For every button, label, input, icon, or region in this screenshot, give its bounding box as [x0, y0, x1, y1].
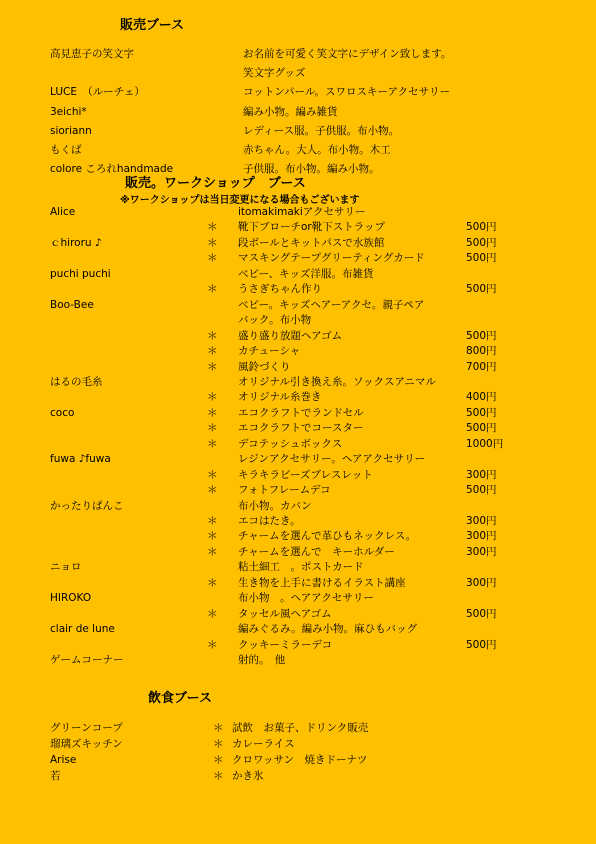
workshop-row	[0, 451, 596, 467]
vendor-name: Alice	[50, 206, 76, 218]
workshop-row	[0, 621, 596, 637]
workshop-row	[0, 652, 596, 668]
workshop-row	[0, 420, 596, 436]
item-description: 粘土細工 。ポストカード	[238, 561, 364, 574]
workshop-row	[0, 359, 596, 375]
item-description: マスキングテープグリーティングカード	[238, 252, 425, 265]
workshop-row	[0, 590, 596, 606]
workshop-row	[0, 235, 596, 251]
workshop-row	[0, 467, 596, 483]
item-description: レジンアクセサリー。ヘアアクセサリー	[238, 453, 426, 466]
item-description: 編みぐるみ。編み小物。麻ひもバッグ	[238, 623, 418, 636]
workshop-row	[0, 328, 596, 344]
vendor-name: ｃhiroru ♪	[50, 236, 102, 249]
item-price: 500円	[466, 236, 497, 249]
bullet-star: ＊	[207, 406, 218, 419]
vendor-name: 3eichi*	[50, 105, 87, 118]
item-price: 1000円	[466, 437, 504, 450]
vendor-name: Boo-Bee	[50, 298, 94, 311]
item-description: デコテッシュボックス	[238, 437, 343, 450]
item-description: チャームを選んで キーホルダー	[238, 545, 395, 558]
item-price: 400円	[466, 391, 497, 404]
sales-row	[0, 46, 596, 62]
item-description: 布小物。カバン	[238, 499, 312, 512]
bullet-star: ＊	[207, 422, 218, 435]
item-description: 段ボールとキットパスで水族館	[238, 236, 385, 249]
item-description: 盛り盛り放題ヘアゴム	[238, 329, 343, 342]
workshop-row	[0, 498, 596, 514]
workshop-row	[0, 405, 596, 421]
workshop-row	[0, 219, 596, 235]
vendor-description: コットンパール。スワロスキーアクセサリー	[243, 86, 451, 99]
item-description: クッキーミラーデコ	[238, 638, 333, 651]
sales-row	[0, 123, 596, 139]
bullet-star: ＊	[207, 329, 218, 342]
workshop-row	[0, 250, 596, 266]
item-price: 500円	[466, 406, 497, 419]
item-price: 500円	[466, 329, 497, 342]
item-price: 700円	[466, 360, 497, 373]
vendor-description: お名前を可愛く笑文字にデザイン致します。	[243, 48, 452, 60]
workshop-row	[0, 281, 596, 297]
item-price: 500円	[466, 484, 497, 497]
item-description: バック。布小物	[238, 314, 312, 327]
bullet-star: ＊	[207, 437, 218, 450]
vendor-description: 編み小物。編み雑貨	[243, 105, 338, 118]
vendor-name: coco	[50, 406, 75, 419]
vendor-name: グリーンコープ	[50, 722, 123, 734]
vendor-name: かったりぱんこ	[50, 499, 124, 512]
bullet-star: ＊	[207, 484, 218, 497]
vendor-name: はるの毛糸	[50, 375, 103, 388]
vendor-name: Arise	[50, 754, 77, 766]
item-price: 300円	[466, 468, 497, 481]
workshop-row	[0, 513, 596, 529]
bullet-star: ＊	[207, 252, 218, 265]
food-row	[0, 736, 596, 752]
bullet-star: ＊	[213, 722, 224, 734]
workshop-row	[0, 575, 596, 591]
item-price: 800円	[466, 345, 497, 358]
item-description: ベビー、キッズ洋服。布雑貨	[238, 267, 374, 280]
workshop-row	[0, 312, 596, 328]
vendor-name: ゲームコーナー	[50, 654, 124, 667]
workshop-note: ※ワークショップは当日変更になる場合もございます	[120, 195, 360, 206]
bullet-star: ＊	[207, 638, 218, 651]
food-row	[0, 720, 596, 736]
workshop-row	[0, 343, 596, 359]
vendor-name: fuwa ♪fuwa	[50, 453, 111, 466]
workshop-row	[0, 606, 596, 622]
item-description: キラキラビーズブレスレット	[238, 468, 373, 481]
vendor-name: 若	[50, 770, 61, 782]
bullet-star: ＊	[207, 545, 218, 558]
item-price: 500円	[466, 283, 497, 296]
sales-title: 販売ブース	[120, 18, 184, 33]
item-price: 300円	[466, 545, 497, 558]
vendor-name: 瑠璃ズキッチン	[50, 738, 123, 750]
workshop-row	[0, 436, 596, 452]
item-description: エコクラフトでランドセル	[238, 406, 364, 419]
vendor-name: puchi puchi	[50, 267, 111, 280]
item-price: 500円	[466, 252, 497, 265]
item-price: 500円	[466, 638, 497, 651]
workshop-row	[0, 544, 596, 560]
vendor-name: colore ころれhandmade	[50, 163, 174, 176]
workshop-row	[0, 297, 596, 313]
item-description: クロワッサン 焼きドーナツ	[232, 754, 368, 766]
sales-row	[0, 65, 596, 81]
sales-row	[0, 104, 596, 120]
bullet-star: ＊	[207, 391, 218, 404]
bullet-star: ＊	[207, 236, 218, 249]
vendor-name: LUCE （ルーチェ）	[50, 86, 145, 99]
item-description: オリジナル糸巻き	[238, 391, 322, 404]
item-description: 風鈴づくり	[238, 360, 291, 373]
vendor-description: 子供服。布小物。編み小物。	[243, 163, 380, 176]
bullet-star: ＊	[207, 607, 218, 620]
item-description: カレーライス	[232, 738, 295, 750]
bullet-star: ＊	[207, 468, 218, 481]
bullet-star: ＊	[213, 738, 224, 750]
sales-row	[0, 142, 596, 158]
workshop-row	[0, 374, 596, 390]
item-description: かき氷	[232, 770, 264, 782]
item-description: 生き物を上手に書けるイラスト講座	[238, 576, 406, 589]
workshop-row	[0, 482, 596, 498]
bullet-star: ＊	[207, 360, 218, 373]
vendor-name: もくば	[50, 144, 82, 156]
vendor-description: 赤ちゃん。大人。布小物。木工	[243, 144, 391, 156]
vendor-name: ニョロ	[50, 561, 82, 574]
item-description: ベビー。キッズヘアーアクセ。親子ペア	[238, 298, 425, 311]
workshop-row	[0, 204, 596, 220]
vendor-name: clair de lune	[50, 623, 115, 636]
bullet-star: ＊	[207, 283, 218, 296]
item-price: 300円	[466, 576, 497, 589]
food-row	[0, 768, 596, 784]
vendor-description: レディース服。子供服。布小物。	[243, 124, 400, 137]
workshop-row	[0, 559, 596, 575]
item-description: フォトフレームデコ	[238, 484, 331, 497]
workshop-row	[0, 266, 596, 282]
vendor-name: sioriann	[50, 124, 92, 137]
item-price: 300円	[466, 515, 497, 527]
workshop-row	[0, 389, 596, 405]
bullet-star: ＊	[213, 754, 224, 766]
vendor-name: HIROKO	[50, 592, 92, 605]
food-row	[0, 752, 596, 768]
workshop-row	[0, 637, 596, 653]
bullet-star: ＊	[207, 221, 218, 234]
item-description: うさぎちゃん作り	[238, 283, 322, 296]
item-description: タッセル風ヘアゴム	[238, 607, 332, 620]
item-description: オリジナル引き換え糸。ソックスアニマル	[238, 375, 436, 388]
bullet-star: ＊	[207, 345, 218, 358]
item-price: 500円	[466, 422, 497, 435]
bullet-star: ＊	[207, 515, 218, 527]
vendor-name: 高見恵子の笑文字	[50, 48, 134, 60]
vendor-description: 笑文字グッズ	[243, 67, 306, 80]
item-description: 靴下ブローチor靴下ストラップ	[238, 221, 386, 234]
bullet-star: ＊	[207, 530, 218, 543]
workshop-row	[0, 528, 596, 544]
item-description: itomakimakiアクセサリー	[238, 206, 366, 218]
bullet-star: ＊	[213, 770, 224, 782]
item-description: エコはたき。	[238, 515, 301, 527]
workshop-title: 販売。ワークショップ ブース	[125, 176, 306, 191]
item-description: 布小物 。ヘアアクセサリー	[238, 592, 374, 605]
item-description: 試飲 お菓子、ドリンク販売	[232, 722, 369, 734]
food-title: 飲食ブース	[148, 691, 212, 706]
item-price: 500円	[466, 607, 497, 620]
bullet-star: ＊	[207, 576, 218, 589]
item-price: 500円	[466, 221, 497, 234]
item-description: チャームを選んで革ひもネックレス。	[238, 530, 417, 543]
sales-row	[0, 84, 596, 100]
item-price: 300円	[466, 530, 497, 543]
item-description: エコクラフトでコースター	[238, 422, 364, 435]
item-description: 射的。 他	[238, 654, 286, 667]
item-description: カチューシャ	[238, 345, 301, 358]
